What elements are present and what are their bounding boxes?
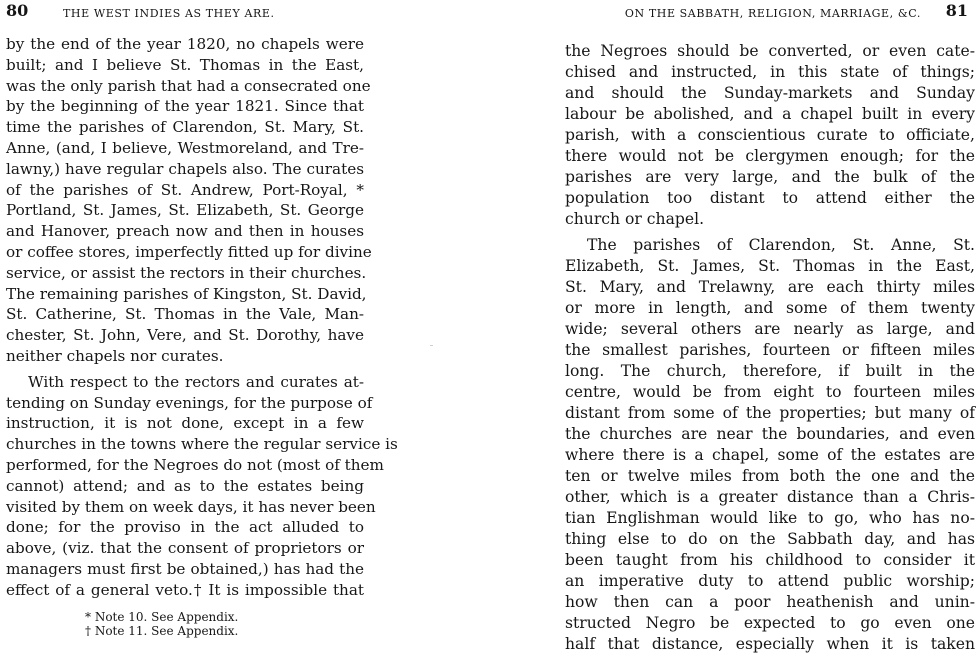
text-line: was the only parish that had a consecrated one <box>6 76 371 95</box>
text-line: cannot) attend; and as to the estates being <box>6 476 364 495</box>
text-line: been taught from his childhood to consider it <box>565 551 975 569</box>
text-line: above, (viz. that the consent of proprietors or <box>6 539 364 558</box>
text-line: St. Catherine, St. Thomas in the Vale, Man- <box>6 305 364 324</box>
gutter-mark <box>430 345 433 346</box>
left-paragraph <box>6 34 372 367</box>
text-line: thing else to do on the Sabbath day, and has <box>565 530 975 548</box>
text-line: the churches are near the boundaries, and even <box>565 425 975 443</box>
text-line: churches in the towns where the regular service is <box>6 435 398 454</box>
text-line: built; and I believe St. Thomas in the East, <box>6 55 364 74</box>
text-line: lawny,) have regular chapels also. The curates <box>6 159 364 178</box>
text-line: and Hanover, preach now and then in houses <box>6 222 364 241</box>
left-page-number: 80 <box>6 1 29 20</box>
text-line: how then can a poor heathenish and unin- <box>565 593 975 611</box>
text-line: done; for the proviso in the act alluded to <box>6 518 364 537</box>
left-page-header <box>6 0 364 34</box>
right-page <box>565 0 975 655</box>
text-line: time the parishes of Clarendon, St. Mary, St. <box>6 118 364 137</box>
right-running-head: ON THE SABBATH, RELIGION, MARRIAGE, &C. <box>624 7 921 20</box>
text-line: long. The church, therefore, if built in the <box>565 362 975 380</box>
text-line: an imperative duty to attend public worship; <box>565 572 975 590</box>
text-line: church or chapel. <box>565 210 705 228</box>
text-line: Elizabeth, St. James, St. Thomas in the East, <box>565 257 975 275</box>
text-line: chester, St. John, Vere, and St. Dorothy, have <box>6 326 364 345</box>
text-line: wide; several others are nearly as large, and <box>565 320 975 338</box>
left-page <box>6 0 398 638</box>
text-line: distant from some of the properties; but many of <box>565 404 975 422</box>
text-line: other, which is a greater distance than a Chris- <box>565 488 975 506</box>
left-page-body <box>6 34 398 601</box>
text-line: tending on Sunday evenings, for the purpose of <box>6 393 373 412</box>
text-line: With respect to the rectors and curates at- <box>28 372 364 391</box>
text-line: or more in length, and some of them twenty <box>565 299 975 317</box>
text-line: by the end of the year 1820, no chapels were <box>6 35 364 53</box>
right-paragraph <box>565 235 975 655</box>
text-line: the Negroes should be converted, or even cate- <box>565 42 975 60</box>
text-line: of the parishes of St. Andrew, Port-Royal, * <box>6 180 364 199</box>
footnote: * Note 10. See Appendix. <box>85 609 239 624</box>
text-line: the smallest parishes, fourteen or fifteen miles <box>565 341 975 359</box>
text-line: structed Negro be expected to go even one <box>565 614 975 632</box>
left-paragraph <box>6 372 398 601</box>
right-page-body <box>565 41 975 655</box>
text-line: half that distance, especially when it is taken <box>565 635 975 653</box>
footnote: † Note 11. See Appendix. <box>85 623 239 638</box>
text-line: neither chapels nor curates. <box>6 346 224 365</box>
text-line: managers must first be obtained,) has had the <box>6 559 364 578</box>
text-line: there would not be clergymen enough; for the <box>565 147 975 165</box>
text-line: The remaining parishes of Kingston, St. David, <box>6 284 367 303</box>
text-line: chised and instructed, in this state of things; <box>565 63 975 81</box>
text-line: The parishes of Clarendon, St. Anne, St. <box>587 236 975 254</box>
text-line: instruction, it is not done, except in a few <box>6 414 364 433</box>
text-line: visited by them on week days, it has never been <box>6 497 376 516</box>
right-paragraph <box>565 41 975 230</box>
text-line: parishes are very large, and the bulk of the <box>565 168 975 186</box>
text-line: performed, for the Negroes do not (most of them <box>6 455 384 474</box>
text-line: St. Mary, and Trelawny, are each thirty miles <box>565 278 975 296</box>
text-line: labour be abolished, and a chapel built in every <box>565 105 975 123</box>
text-line: centre, would be from eight to fourteen miles <box>565 383 975 401</box>
right-page-number: 81 <box>945 1 968 20</box>
right-page-header <box>565 0 975 34</box>
text-line: or coffee stores, imperfectly fitted up for divine <box>6 242 372 261</box>
text-line: by the beginning of the year 1821. Since that <box>6 97 364 116</box>
text-line: parish, with a conscientious curate to officiate, <box>565 126 975 144</box>
text-line: where there is a chapel, some of the estates are <box>565 446 975 464</box>
text-line: effect of a general veto.† It is impossible that <box>6 580 364 599</box>
footnotes <box>6 610 364 638</box>
text-line: and should the Sunday-markets and Sunday <box>565 84 975 102</box>
text-line: service, or assist the rectors in their churches. <box>6 263 367 282</box>
left-running-head: THE WEST INDIES AS THEY ARE. <box>63 7 275 20</box>
text-line: population too distant to attend either the <box>565 189 975 207</box>
text-line: Anne, (and, I believe, Westmoreland, and Tre- <box>6 138 364 157</box>
text-line: ten or twelve miles from both the one and the <box>565 467 975 485</box>
text-line: tian Englishman would like to go, who has no- <box>565 509 975 527</box>
text-line: Portland, St. James, St. Elizabeth, St. George <box>6 201 364 220</box>
